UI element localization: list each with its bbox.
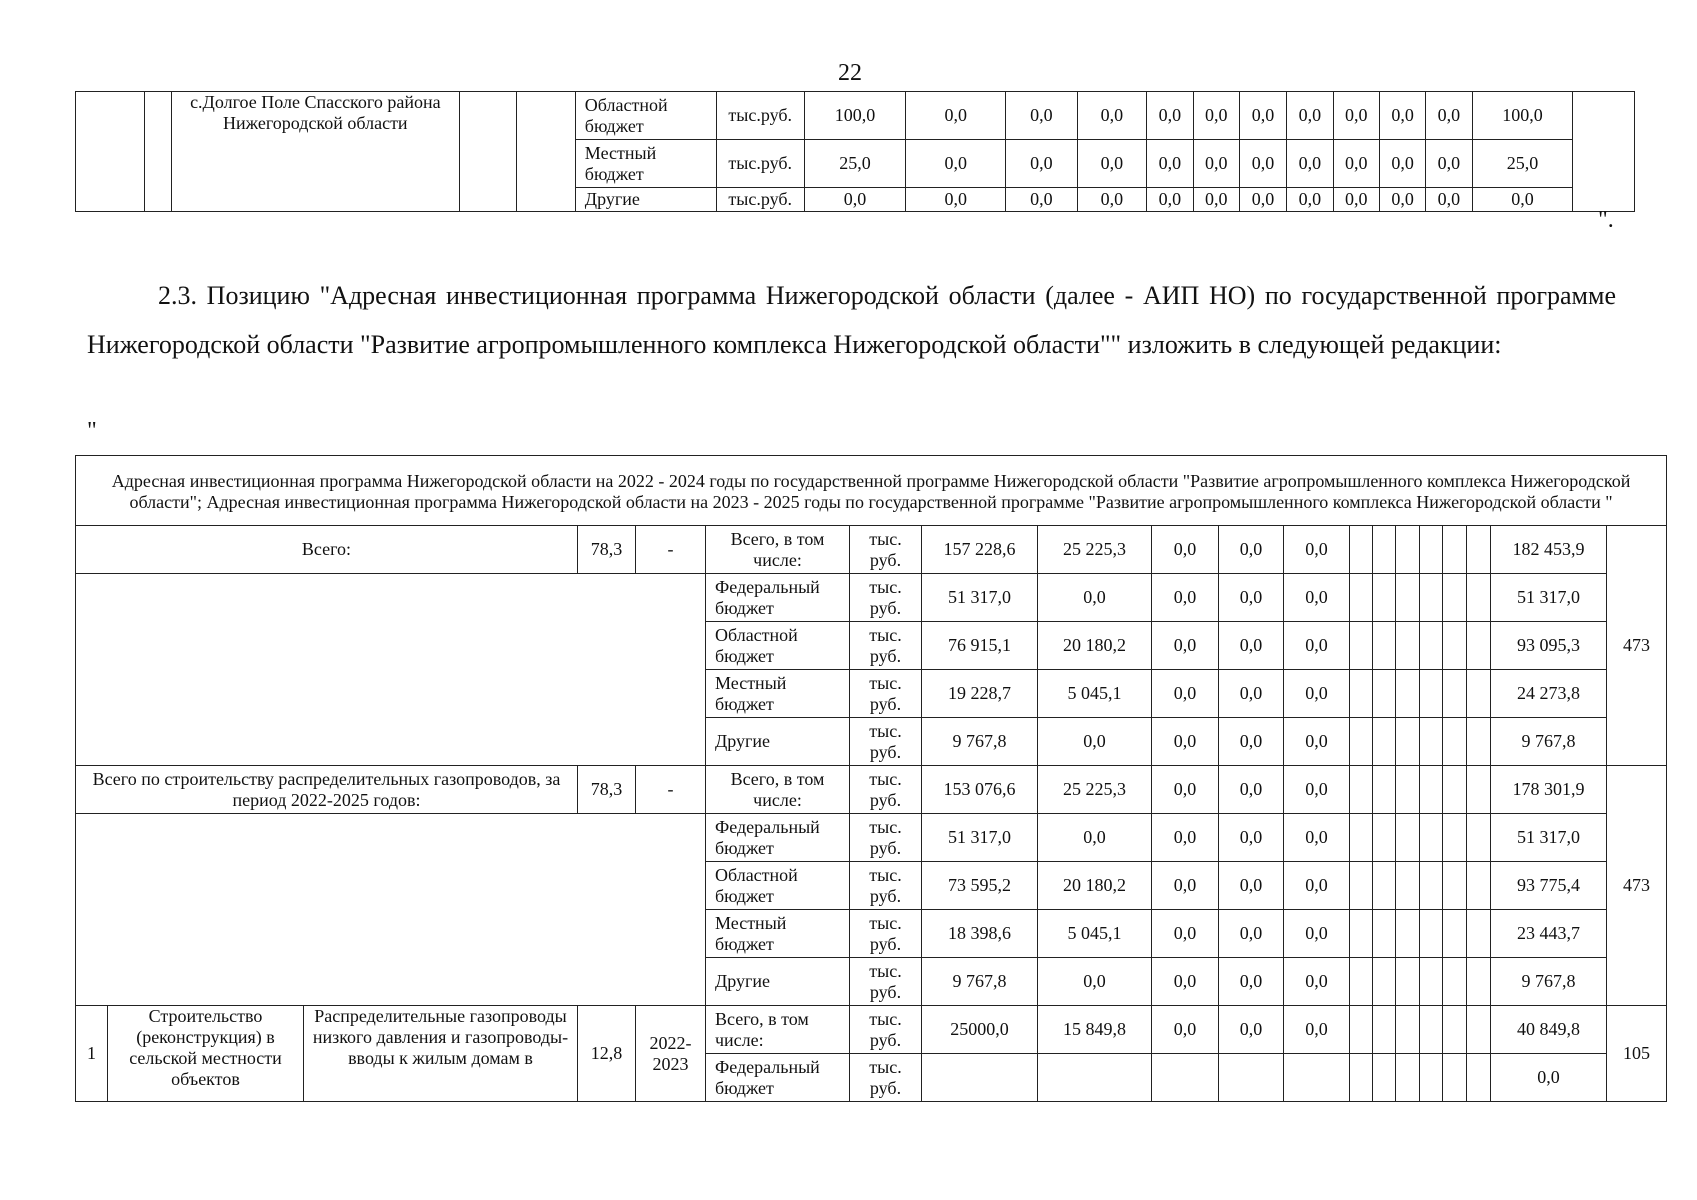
value-cell: 0,0	[1038, 814, 1152, 862]
period-cell: 2022-2023	[636, 1006, 706, 1102]
value-cell	[1284, 1054, 1350, 1102]
value-cell: 25 225,3	[1038, 526, 1152, 574]
empty-cell	[1373, 622, 1396, 670]
empty-cell	[1350, 622, 1373, 670]
continuation-table	[75, 91, 1635, 212]
unit-cell: тыс.руб.	[716, 140, 804, 188]
value-cell: 0,0	[1333, 92, 1379, 140]
table-row	[76, 574, 1667, 622]
unit-cell: тыс. руб.	[850, 814, 922, 862]
block-label: Всего по строительству распределительных газопроводов, за период 2022-2025 годов:	[76, 766, 578, 814]
empty-cell	[1420, 526, 1443, 574]
total-cell: 24 273,8	[1491, 670, 1607, 718]
opening-quote-mark: "	[87, 418, 97, 444]
value-cell: 0,0	[1219, 766, 1284, 814]
value-cell: 0,0	[1284, 766, 1350, 814]
value-cell: 9 767,8	[922, 718, 1038, 766]
unit-cell: тыс. руб.	[850, 622, 922, 670]
value-cell: 25000,0	[922, 1006, 1038, 1054]
empty-cell	[1373, 910, 1396, 958]
empty-cell	[459, 92, 516, 212]
funding-source: Местный бюджет	[706, 910, 850, 958]
empty-cell	[1396, 670, 1420, 718]
unit-cell: тыс. руб.	[850, 718, 922, 766]
funding-source: Областной бюджет	[575, 92, 716, 140]
value-cell: 51 317,0	[922, 574, 1038, 622]
value-cell: 0,0	[1284, 622, 1350, 670]
extra-cell: 105	[1607, 1006, 1667, 1102]
empty-cell	[1396, 1006, 1420, 1054]
value-cell	[922, 1054, 1038, 1102]
funding-source: Другие	[706, 718, 850, 766]
value-cell: 0,0	[1284, 910, 1350, 958]
empty-cell	[1396, 814, 1420, 862]
amendment-paragraph: 2.3. Позицию "Адресная инвестиционная программа Нижегородской области (далее - АИП НО) по государственной программе Нижегородской области "Развитие агропромышленного комплекса Нижегородской области"" изложить в следующей редакции:	[87, 281, 1616, 359]
empty-cell	[1573, 92, 1635, 212]
empty-cell	[1467, 766, 1491, 814]
empty-cell	[1373, 1054, 1396, 1102]
funding-source: Всего, в том числе:	[706, 766, 850, 814]
total-cell: 9 767,8	[1491, 958, 1607, 1006]
funding-source: Федеральный бюджет	[706, 574, 850, 622]
value-cell: 25 225,3	[1038, 766, 1152, 814]
table-row	[76, 526, 1667, 574]
value-cell: 0,0	[1147, 188, 1193, 212]
value-cell: 0,0	[1333, 188, 1379, 212]
empty-cell	[1420, 622, 1443, 670]
funding-source: Местный бюджет	[706, 670, 850, 718]
value-cell: 0,0	[1077, 92, 1147, 140]
empty-cell	[1467, 622, 1491, 670]
empty-cell	[1443, 574, 1467, 622]
unit-cell: тыс. руб.	[850, 958, 922, 1006]
table-row	[76, 92, 1635, 140]
total-cell: 0,0	[1472, 188, 1573, 212]
empty-cell	[1396, 862, 1420, 910]
empty-cell	[1350, 1054, 1373, 1102]
value-cell: 0,0	[1152, 1006, 1219, 1054]
total-cell: 100,0	[1472, 92, 1573, 140]
value-cell: 0,0	[906, 188, 1006, 212]
funding-source: Всего, в том числе:	[706, 1006, 850, 1054]
empty-cell	[1467, 1006, 1491, 1054]
value-cell: 0,0	[1152, 766, 1219, 814]
empty-cell	[1350, 910, 1373, 958]
empty-cell	[1443, 526, 1467, 574]
empty-cell	[1443, 1006, 1467, 1054]
program-header: Адресная инвестиционная программа Нижегородской области на 2022 - 2024 годы по государственной программе Нижегородской области "Развитие агропромышленного комплекса Нижегородской области"; Адресная инвестиционная программа Нижегородской области на 2023 - 2025 годы по государственной программе "Развитие агропромышленного комплекса Нижегородской области "	[76, 456, 1667, 526]
value-cell: 0,0	[1006, 188, 1078, 212]
value-cell: 5 045,1	[1038, 910, 1152, 958]
value-cell	[1152, 1054, 1219, 1102]
empty-cell	[1443, 910, 1467, 958]
table-row	[76, 1006, 1667, 1054]
empty-cell	[517, 92, 575, 212]
value-cell: 0,0	[1239, 188, 1286, 212]
empty-cell	[1420, 1006, 1443, 1054]
investment-program-table	[75, 455, 1667, 1102]
capacity-cell: 78,3	[578, 526, 636, 574]
unit-cell: тыс.руб.	[716, 92, 804, 140]
empty-cell	[1396, 526, 1420, 574]
value-cell: 0,0	[1006, 140, 1078, 188]
unit-cell: тыс. руб.	[850, 526, 922, 574]
value-cell: 0,0	[1284, 718, 1350, 766]
extra-cell: 473	[1607, 766, 1667, 1006]
empty-cell	[1350, 958, 1373, 1006]
value-cell: 0,0	[1006, 92, 1078, 140]
total-cell: 9 767,8	[1491, 718, 1607, 766]
empty-cell	[1443, 1054, 1467, 1102]
value-cell: 5 045,1	[1038, 670, 1152, 718]
value-cell: 0,0	[1239, 92, 1286, 140]
empty-cell	[1420, 670, 1443, 718]
empty-cell	[1373, 1006, 1396, 1054]
item-number: 1	[76, 1006, 108, 1102]
empty-cell	[1373, 766, 1396, 814]
value-cell: 0,0	[1219, 910, 1284, 958]
empty-cell	[1443, 670, 1467, 718]
location-cell: с.Долгое Поле Спасского района Нижегородской области	[171, 92, 459, 212]
value-cell: 0,0	[906, 140, 1006, 188]
empty-cell	[1396, 574, 1420, 622]
empty-cell	[1467, 718, 1491, 766]
value-cell: 0,0	[1287, 188, 1333, 212]
total-cell: 51 317,0	[1491, 574, 1607, 622]
extra-cell: 473	[1607, 526, 1667, 766]
value-cell: 0,0	[1219, 718, 1284, 766]
value-cell: 0,0	[1284, 1006, 1350, 1054]
empty-cell	[1420, 1054, 1443, 1102]
empty-cell	[1443, 766, 1467, 814]
value-cell: 0,0	[1152, 910, 1219, 958]
empty-cell	[1467, 814, 1491, 862]
value-cell: 0,0	[1287, 92, 1333, 140]
value-cell: 0,0	[1219, 574, 1284, 622]
funding-source: Другие	[706, 958, 850, 1006]
empty-cell	[1373, 862, 1396, 910]
empty-cell	[1396, 718, 1420, 766]
value-cell: 0,0	[1333, 140, 1379, 188]
value-cell: 0,0	[1152, 526, 1219, 574]
funding-source: Областной бюджет	[706, 622, 850, 670]
funding-source: Федеральный бюджет	[706, 1054, 850, 1102]
value-cell: 76 915,1	[922, 622, 1038, 670]
value-cell: 0,0	[1152, 622, 1219, 670]
value-cell: 0,0	[1426, 188, 1472, 212]
value-cell: 100,0	[804, 92, 906, 140]
empty-cell	[1396, 910, 1420, 958]
value-cell: 0,0	[1219, 862, 1284, 910]
value-cell: 0,0	[1152, 814, 1219, 862]
value-cell: 0,0	[1379, 92, 1425, 140]
total-cell: 182 453,9	[1491, 526, 1607, 574]
value-cell	[1219, 1054, 1284, 1102]
value-cell: 25,0	[804, 140, 906, 188]
empty-cell	[1467, 1054, 1491, 1102]
value-cell: 0,0	[1284, 670, 1350, 718]
value-cell	[1038, 1054, 1152, 1102]
value-cell: 0,0	[1284, 814, 1350, 862]
empty-cell	[1467, 958, 1491, 1006]
unit-cell: тыс. руб.	[850, 1054, 922, 1102]
closing-quote-mark: ".	[1598, 207, 1614, 233]
value-cell: 0,0	[1426, 92, 1472, 140]
empty-cell	[1420, 574, 1443, 622]
table-row	[76, 766, 1667, 814]
value-cell: 0,0	[1287, 140, 1333, 188]
value-cell: 0,0	[1284, 574, 1350, 622]
total-cell: 93 095,3	[1491, 622, 1607, 670]
value-cell: 51 317,0	[922, 814, 1038, 862]
value-cell: 0,0	[1152, 574, 1219, 622]
value-cell: 19 228,7	[922, 670, 1038, 718]
funding-source: Федеральный бюджет	[706, 814, 850, 862]
value-cell: 0,0	[1219, 1006, 1284, 1054]
value-cell: 0,0	[1147, 140, 1193, 188]
value-cell: 0,0	[1077, 188, 1147, 212]
empty-cell	[1350, 718, 1373, 766]
empty-cell	[1396, 766, 1420, 814]
empty-cell	[1443, 862, 1467, 910]
total-cell: 0,0	[1491, 1054, 1607, 1102]
empty-cell	[1350, 862, 1373, 910]
unit-cell: тыс. руб.	[850, 766, 922, 814]
value-cell: 0,0	[804, 188, 906, 212]
period-cell: -	[636, 766, 706, 814]
empty-cell	[1350, 670, 1373, 718]
value-cell: 0,0	[1038, 718, 1152, 766]
empty-cell	[1373, 526, 1396, 574]
capacity-cell: 78,3	[578, 766, 636, 814]
empty-cell	[1396, 958, 1420, 1006]
value-cell: 0,0	[1152, 958, 1219, 1006]
empty-cell	[76, 574, 706, 766]
table-row	[76, 456, 1667, 526]
empty-cell	[1467, 574, 1491, 622]
empty-cell	[1467, 910, 1491, 958]
value-cell: 0,0	[1152, 718, 1219, 766]
unit-cell: тыс. руб.	[850, 862, 922, 910]
value-cell: 20 180,2	[1038, 862, 1152, 910]
unit-cell: тыс. руб.	[850, 910, 922, 958]
total-cell: 40 849,8	[1491, 1006, 1607, 1054]
value-cell: 0,0	[1284, 526, 1350, 574]
value-cell: 0,0	[1284, 862, 1350, 910]
empty-cell	[1373, 958, 1396, 1006]
value-cell: 157 228,6	[922, 526, 1038, 574]
funding-source: Другие	[575, 188, 716, 212]
value-cell: 20 180,2	[1038, 622, 1152, 670]
value-cell: 0,0	[1038, 958, 1152, 1006]
value-cell: 0,0	[1193, 188, 1239, 212]
unit-cell: тыс.руб.	[716, 188, 804, 212]
empty-cell	[144, 92, 171, 212]
value-cell: 18 398,6	[922, 910, 1038, 958]
funding-source: Областной бюджет	[706, 862, 850, 910]
empty-cell	[1373, 718, 1396, 766]
total-cell: 25,0	[1472, 140, 1573, 188]
unit-cell: тыс. руб.	[850, 574, 922, 622]
value-cell: 0,0	[1193, 92, 1239, 140]
empty-cell	[1396, 622, 1420, 670]
empty-cell	[76, 814, 706, 1006]
unit-cell: тыс. руб.	[850, 1006, 922, 1054]
capacity-cell: 12,8	[578, 1006, 636, 1102]
total-cell: 51 317,0	[1491, 814, 1607, 862]
empty-cell	[1443, 622, 1467, 670]
value-cell: 0,0	[1193, 140, 1239, 188]
empty-cell	[1420, 814, 1443, 862]
empty-cell	[1350, 526, 1373, 574]
empty-cell	[1420, 718, 1443, 766]
empty-cell	[1350, 766, 1373, 814]
empty-cell	[1373, 670, 1396, 718]
value-cell: 0,0	[1152, 862, 1219, 910]
empty-cell	[1350, 1006, 1373, 1054]
empty-cell	[1350, 814, 1373, 862]
empty-cell	[1350, 574, 1373, 622]
value-cell: 9 767,8	[922, 958, 1038, 1006]
empty-cell	[76, 92, 145, 212]
funding-source: Всего, в том числе:	[706, 526, 850, 574]
empty-cell	[1396, 1054, 1420, 1102]
empty-cell	[1373, 574, 1396, 622]
empty-cell	[1420, 910, 1443, 958]
page-number: 22	[838, 60, 862, 86]
empty-cell	[1420, 958, 1443, 1006]
value-cell: 0,0	[1379, 140, 1425, 188]
value-cell: 0,0	[906, 92, 1006, 140]
value-cell: 0,0	[1147, 92, 1193, 140]
value-cell: 0,0	[1284, 958, 1350, 1006]
value-cell: 0,0	[1426, 140, 1472, 188]
empty-cell	[1467, 670, 1491, 718]
empty-cell	[1420, 766, 1443, 814]
value-cell: 0,0	[1239, 140, 1286, 188]
total-cell: 93 775,4	[1491, 862, 1607, 910]
empty-cell	[1467, 862, 1491, 910]
value-cell: 153 076,6	[922, 766, 1038, 814]
value-cell: 0,0	[1219, 622, 1284, 670]
period-cell: -	[636, 526, 706, 574]
value-cell: 0,0	[1219, 526, 1284, 574]
total-cell: 178 301,9	[1491, 766, 1607, 814]
unit-cell: тыс. руб.	[850, 670, 922, 718]
empty-cell	[1467, 526, 1491, 574]
funding-source: Местный бюджет	[575, 140, 716, 188]
value-cell: 0,0	[1219, 958, 1284, 1006]
value-cell: 0,0	[1379, 188, 1425, 212]
value-cell: 73 595,2	[922, 862, 1038, 910]
value-cell: 0,0	[1219, 670, 1284, 718]
value-cell: 0,0	[1038, 574, 1152, 622]
value-cell: 0,0	[1152, 670, 1219, 718]
item-name: Строительство (реконструкция) в сельской местности объектов	[108, 1006, 304, 1102]
empty-cell	[1373, 814, 1396, 862]
value-cell: 0,0	[1077, 140, 1147, 188]
empty-cell	[1443, 814, 1467, 862]
block-label: Всего:	[76, 526, 578, 574]
value-cell: 15 849,8	[1038, 1006, 1152, 1054]
empty-cell	[1420, 862, 1443, 910]
value-cell: 0,0	[1219, 814, 1284, 862]
empty-cell	[1443, 958, 1467, 1006]
total-cell: 23 443,7	[1491, 910, 1607, 958]
table-row	[76, 814, 1667, 862]
empty-cell	[1443, 718, 1467, 766]
item-object: Распределительные газопроводы низкого давления и газопроводы-вводы к жилым домам в	[304, 1006, 578, 1102]
